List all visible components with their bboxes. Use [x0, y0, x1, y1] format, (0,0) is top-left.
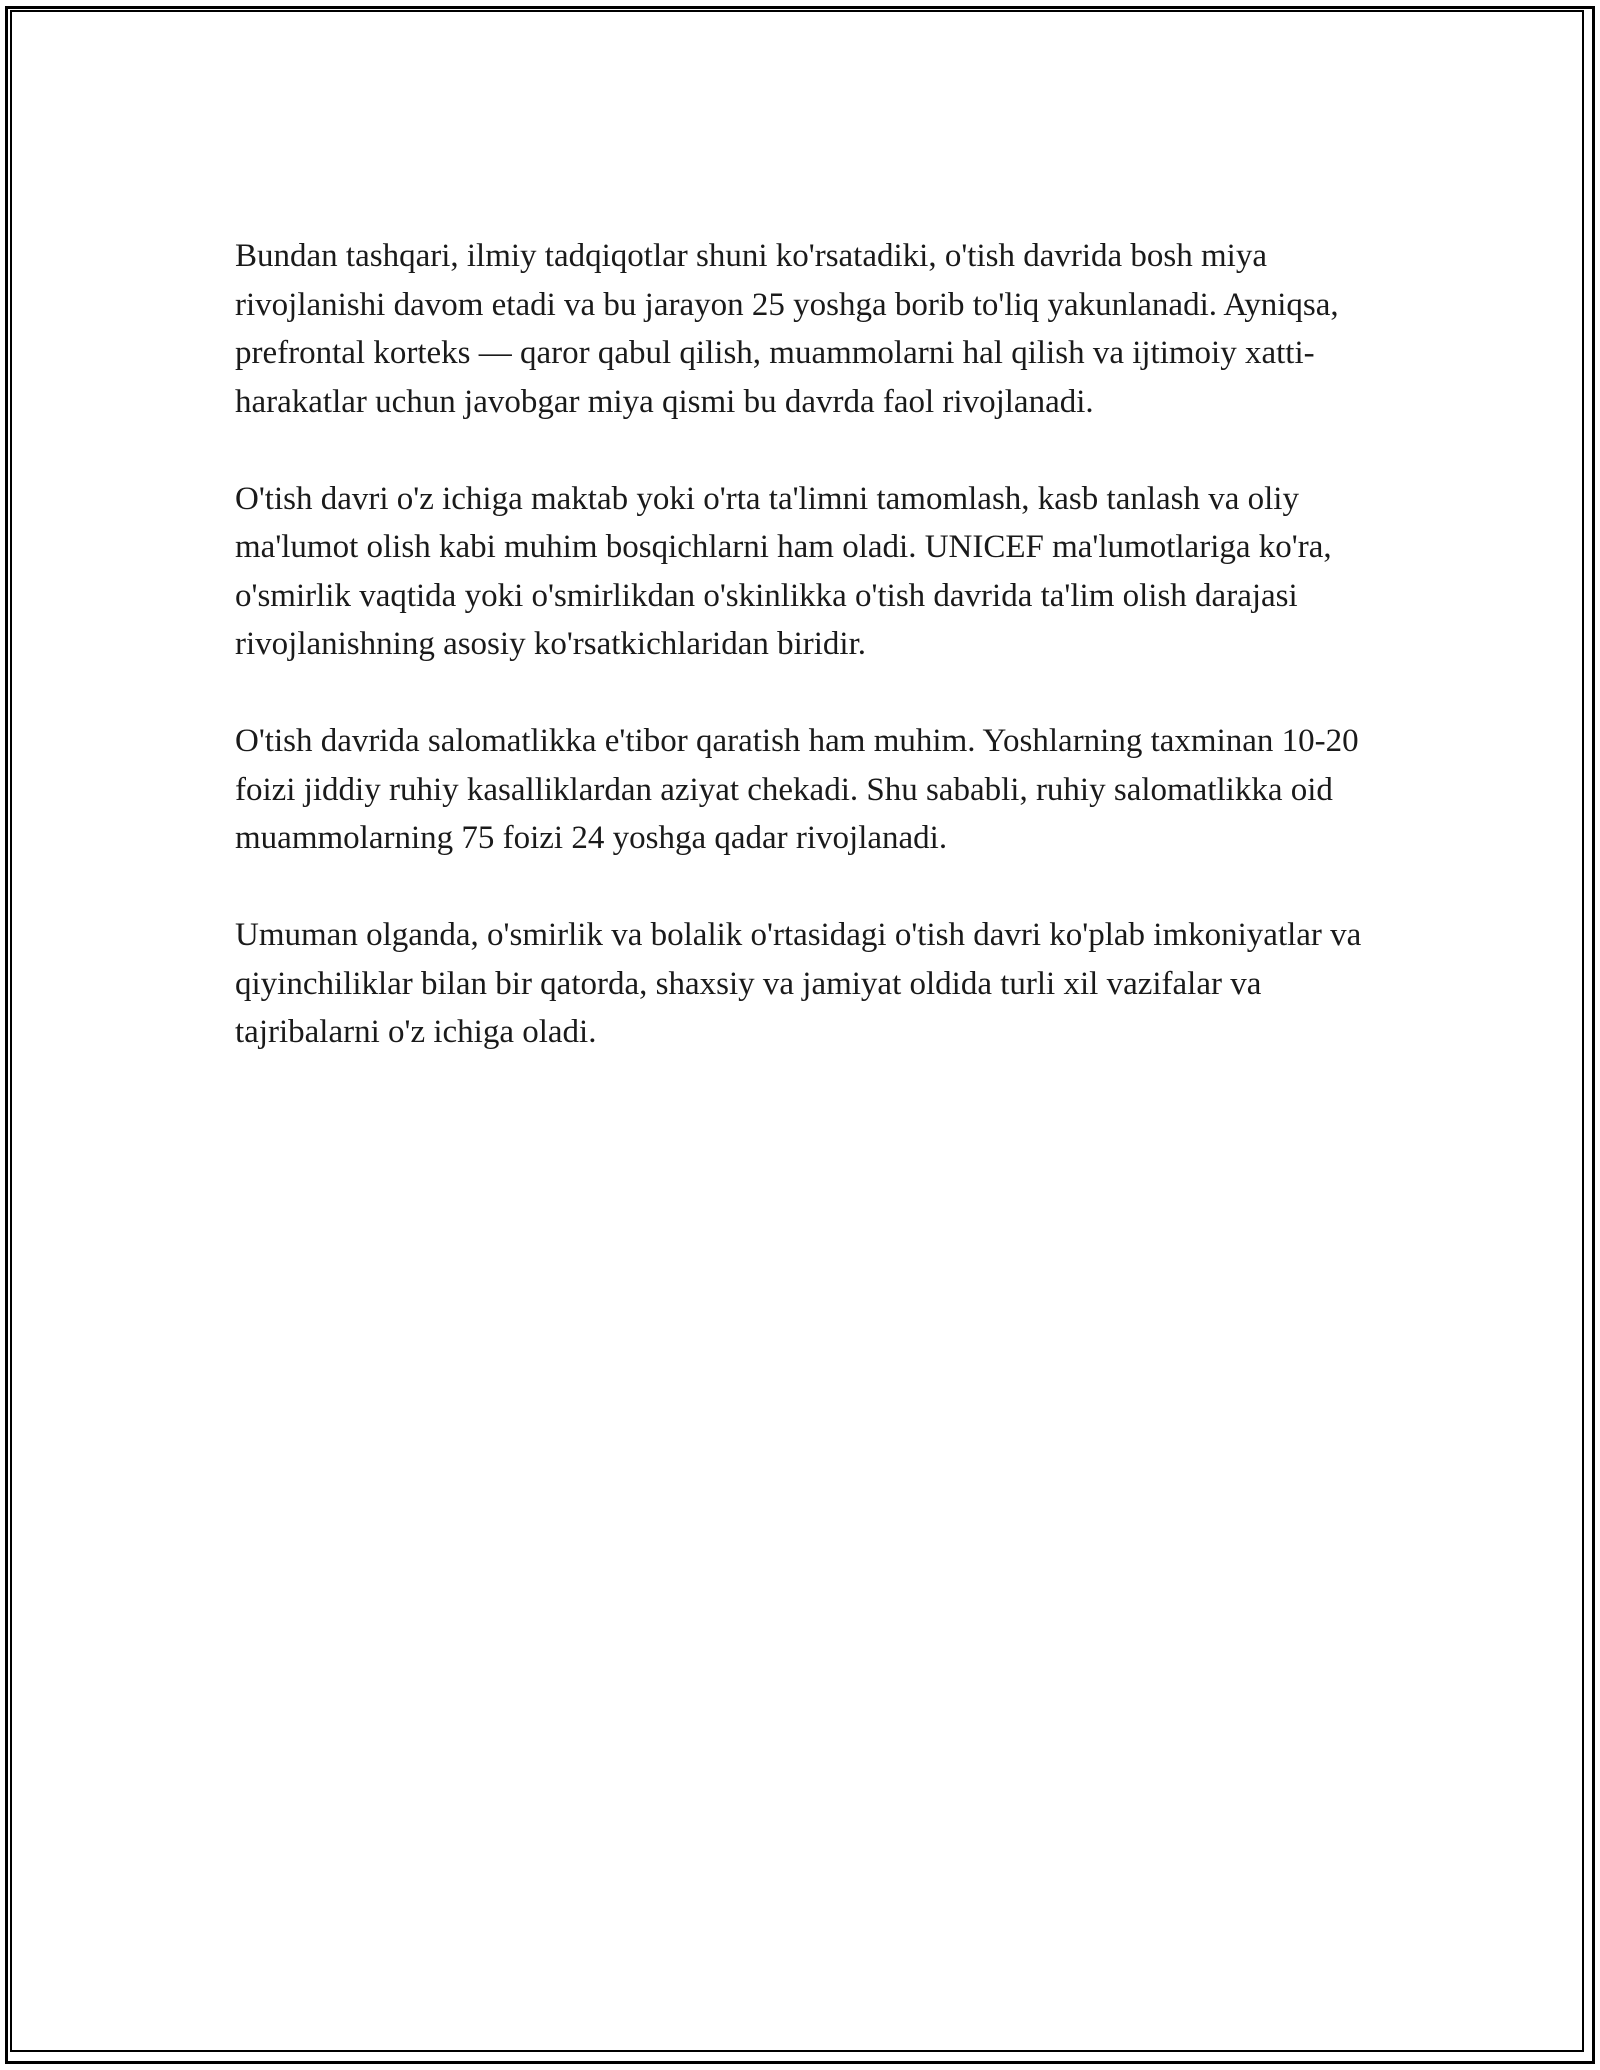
paragraph-conclusion: Umuman olganda, o'smirlik va bolalik o'rtasidagi o'tish davri ko'plab imkoniyatlar va qiyinchiliklar bilan bir qatorda, shaxsiy va jamiyat oldida turli xil vazifalar va tajribalarni o'z ichiga oladi.	[235, 917, 1362, 1050]
paragraph-education-milestones: O'tish davri o'z ichiga maktab yoki o'rta ta'limni tamomlash, kasb tanlash va oliy ma'lumot olish kabi muhim bosqichlarni ham oladi. UNICEF ma'lumotlariga ko'ra, o'smirlik vaqtida yoki o'smirlikdan o'skinlikka o'tish davrida ta'lim olish darajasi rivojlanishning asosiy ko'rsatkichlaridan biridir.	[235, 480, 1332, 662]
paragraph-mental-health: O'tish davrida salomatlikka e'tibor qaratish ham muhim. Yoshlarning taxminan 10-20 foizi jiddiy ruhiy kasalliklardan aziyat chekadi. Shu sababli, ruhiy salomatlikka oid muammolarning 75 foizi 24 yoshga qadar rivojlanadi.	[235, 723, 1359, 856]
document-body	[235, 232, 1370, 1105]
paragraph-brain-development: Bundan tashqari, ilmiy tadqiqotlar shuni ko'rsatadiki, o'tish davrida bosh miya rivojlanishi davom etadi va bu jarayon 25 yoshga borib to'liq yakunlanadi. Ayniqsa, prefrontal korteks — qaror qabul qilish, muammolarni hal qilish va ijtimoiy xatti-harakatlar uchun javobgar miya qismi bu davrda faol rivojlanadi.	[235, 238, 1339, 420]
